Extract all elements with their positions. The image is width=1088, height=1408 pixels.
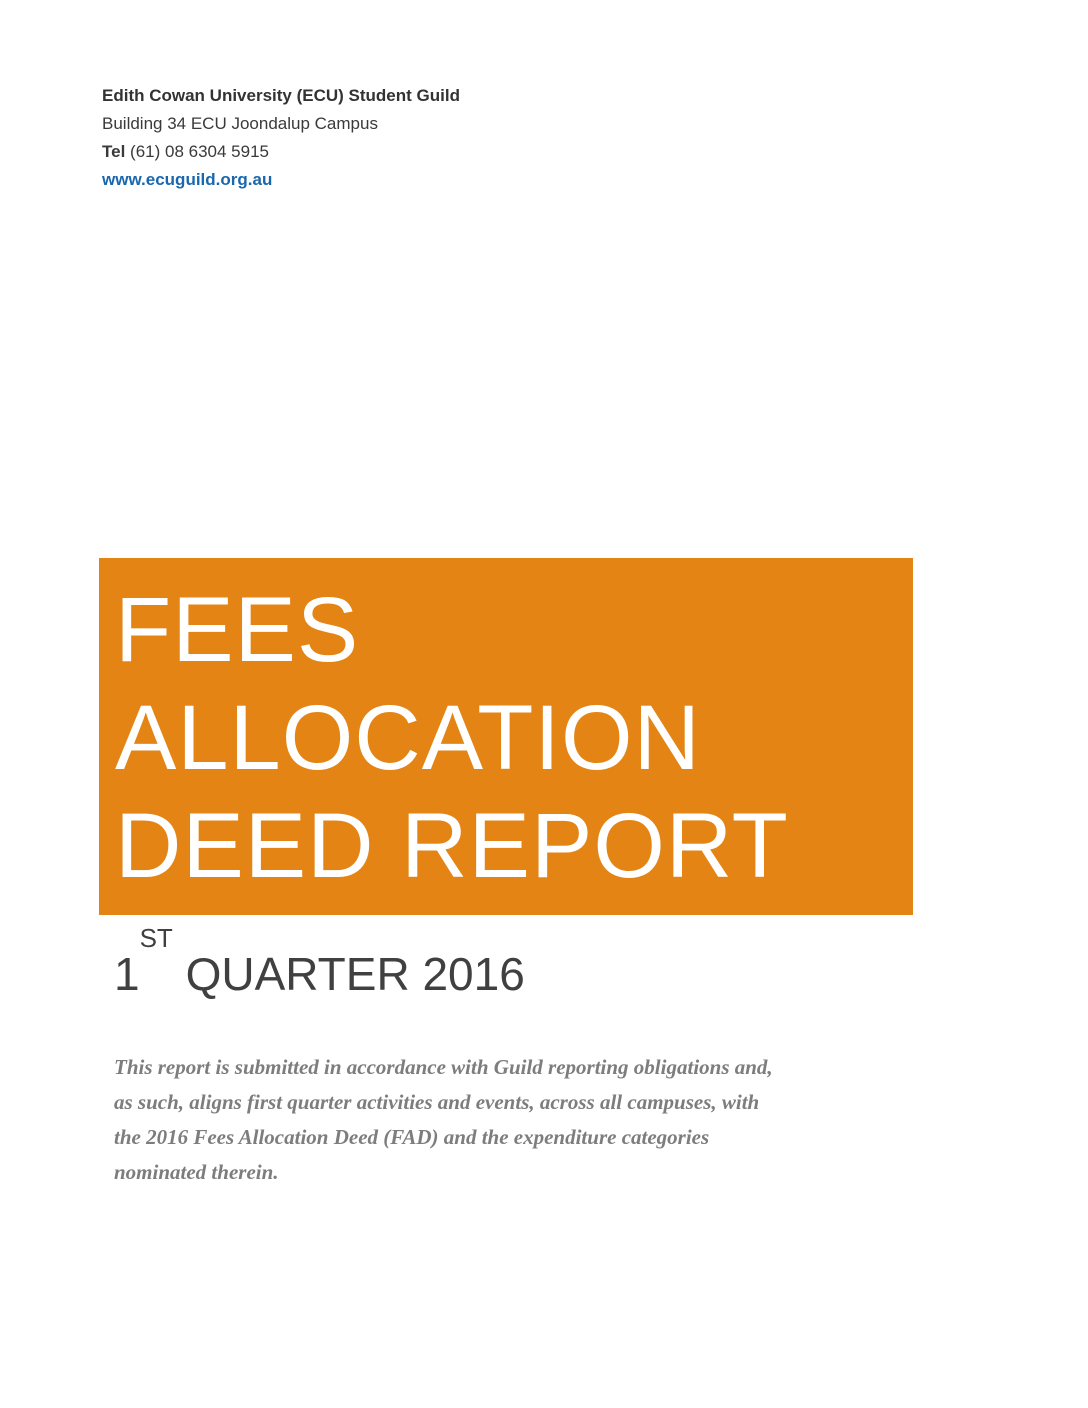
quarter-text: QUARTER 2016 <box>172 948 525 1000</box>
tel-label: Tel <box>102 142 126 161</box>
summary-line: the 2016 Fees Allocation Deed (FAD) and the expenditure categories <box>114 1125 710 1149</box>
summary-line: This report is submitted in accordance with Guild reporting obligations and, <box>114 1055 773 1079</box>
title-banner <box>99 558 913 915</box>
quarter-subtitle <box>114 923 525 1004</box>
website-link[interactable]: www.ecuguild.org.au <box>102 170 273 189</box>
title-line-2: ALLOCATION <box>115 687 701 789</box>
title-line-3: DEED REPORT <box>115 795 789 897</box>
summary-line: nominated therein. <box>114 1160 279 1184</box>
contact-block <box>102 82 460 194</box>
quarter-number: 1 <box>114 948 140 1000</box>
organisation-name: Edith Cowan University (ECU) Student Guild <box>102 86 460 105</box>
telephone <box>102 138 460 166</box>
title-line-1: FEES <box>115 579 360 681</box>
summary-line: as such, aligns first quarter activities and events, across all campuses, with <box>114 1090 760 1114</box>
tel-number: (61) 08 6304 5915 <box>125 142 269 161</box>
quarter-ordinal: ST <box>139 923 173 953</box>
address: Building 34 ECU Joondalup Campus <box>102 114 378 133</box>
report-summary <box>114 1050 914 1190</box>
